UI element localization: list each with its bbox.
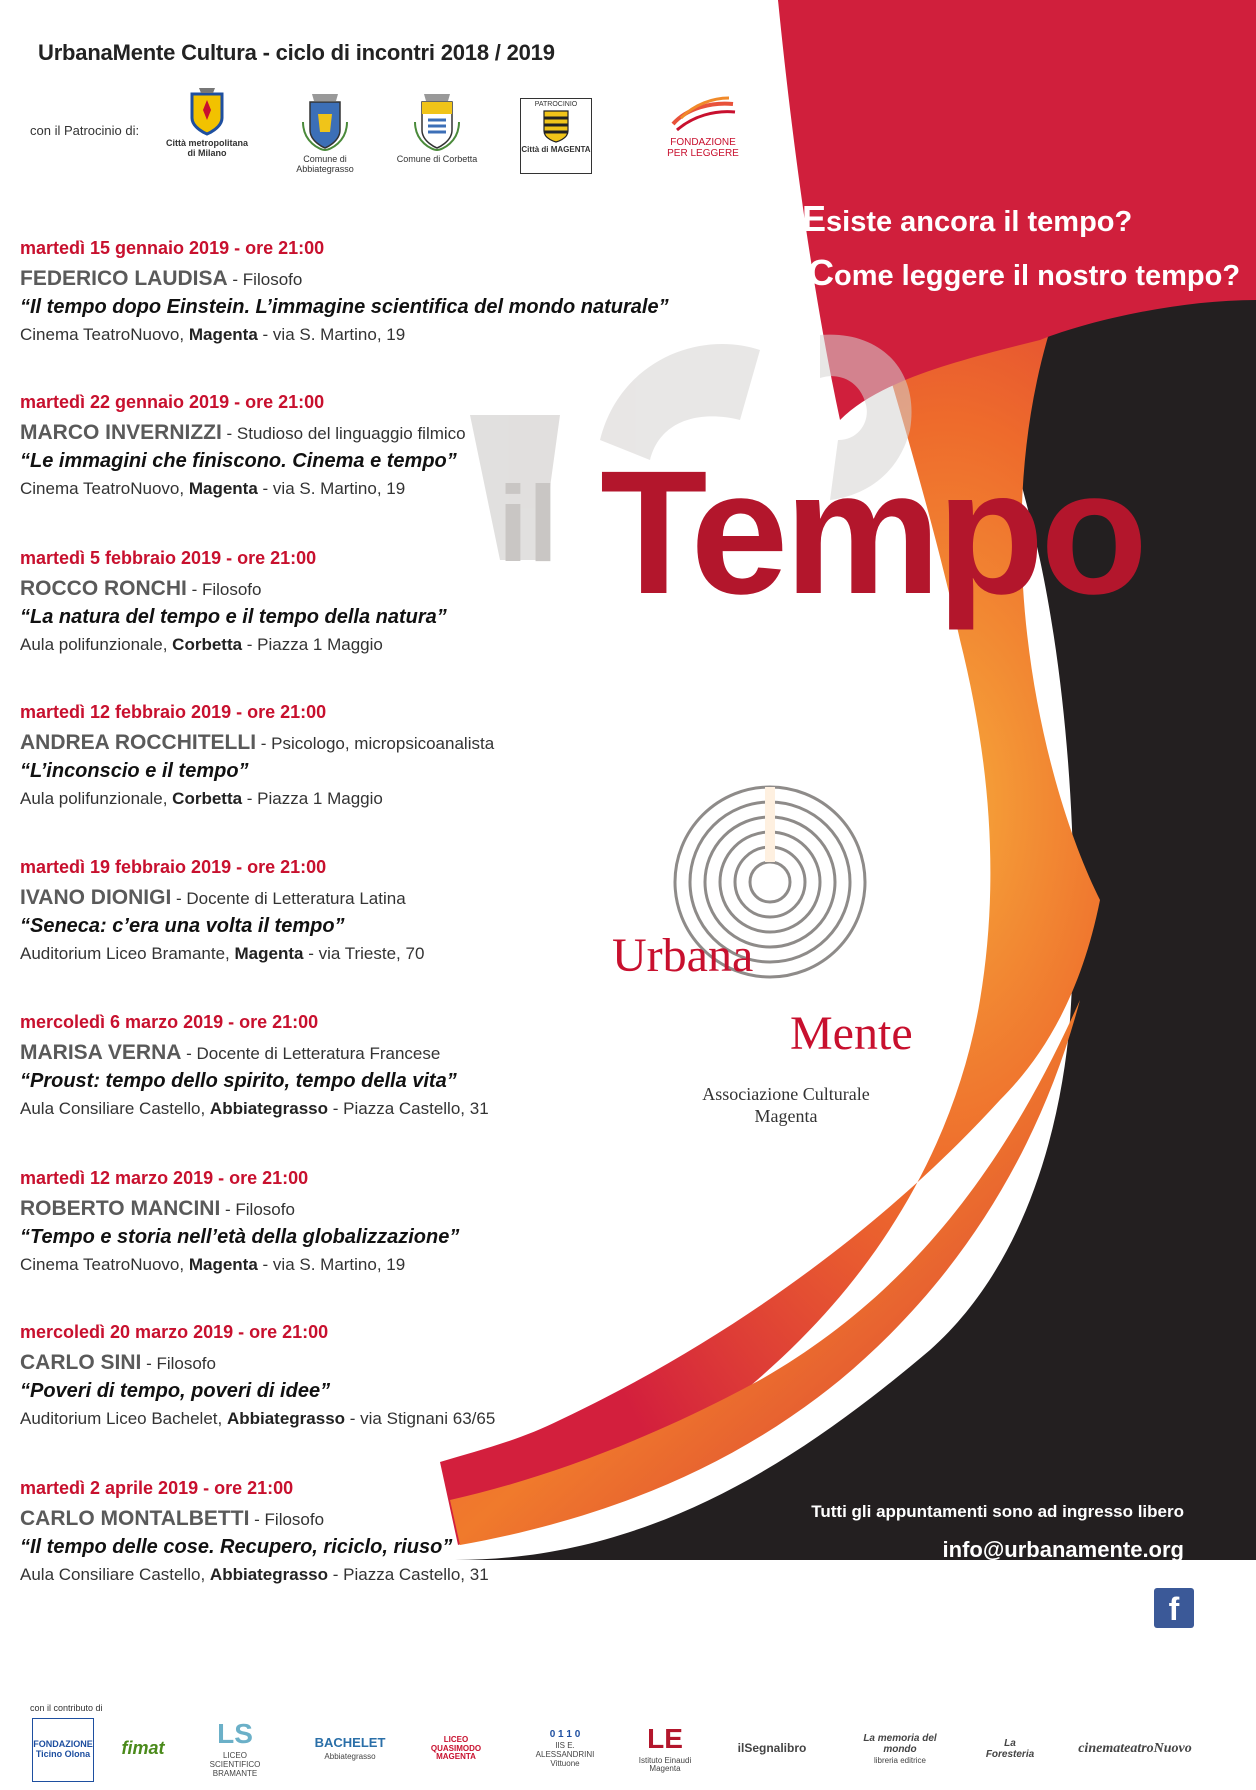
event-role: - Docente di Letteratura Latina bbox=[171, 889, 406, 908]
event-title: “Poveri di tempo, poveri di idee” bbox=[20, 1380, 331, 1402]
event-speaker-line bbox=[20, 886, 660, 913]
event-speaker: CARLO MONTALBETTI bbox=[20, 1507, 250, 1530]
logo-fondazione-per-leggere bbox=[664, 94, 742, 159]
crest-icon bbox=[300, 92, 350, 152]
association-subtitle bbox=[686, 1084, 886, 1127]
event-venue-place: Auditorium Liceo Bramante, bbox=[20, 944, 235, 963]
sponsor-name: BACHELET bbox=[314, 1735, 386, 1751]
event-venue bbox=[20, 944, 660, 968]
patrocinio-label: con il Patrocinio di: bbox=[30, 123, 140, 138]
event-venue-address: - via S. Martino, 19 bbox=[257, 1255, 406, 1274]
event-venue-city: Corbetta bbox=[172, 789, 243, 808]
crest-icon bbox=[541, 109, 571, 143]
event-title: “Tempo e storia nell’età della globalizzazione” bbox=[20, 1226, 460, 1248]
sponsor-logo bbox=[32, 1718, 94, 1782]
logo-abbiategrasso bbox=[280, 92, 370, 175]
question-2-initial: C bbox=[808, 252, 834, 293]
event-title: “Seneca: c’era una volta il tempo” bbox=[20, 915, 345, 937]
sponsor-sub: Istituto Einaudi Magenta bbox=[638, 1755, 692, 1774]
event-date: martedì 15 gennaio 2019 - ore 21:00 bbox=[20, 238, 325, 258]
event-venue-address: - via Stignani 63/65 bbox=[345, 1409, 496, 1428]
event-title: “Il tempo delle cose. Recupero, riciclo, riuso” bbox=[20, 1536, 453, 1558]
event-venue-place: Cinema TeatroNuovo, bbox=[20, 479, 189, 498]
event-speaker: MARISA VERNA bbox=[20, 1041, 182, 1064]
event-venue-city: Magenta bbox=[234, 944, 304, 963]
event-title: “Proust: tempo dello spirito, tempo della vita” bbox=[20, 1070, 457, 1092]
sponsor-logo bbox=[980, 1718, 1040, 1780]
event-venue-city: Corbetta bbox=[172, 635, 243, 654]
sponsor-logo bbox=[420, 1718, 492, 1780]
association-name-1: Urbana bbox=[612, 929, 754, 982]
event-venue-address: - via S. Martino, 19 bbox=[257, 325, 406, 344]
event-venue bbox=[20, 635, 660, 659]
sponsor-sub: libreria editrice bbox=[873, 1755, 927, 1765]
event-role: - Studioso del linguaggio filmico bbox=[221, 424, 466, 443]
event-item bbox=[20, 1168, 660, 1279]
event-date: martedì 19 febbraio 2019 - ore 21:00 bbox=[20, 857, 327, 877]
event-speaker-line bbox=[20, 1351, 660, 1378]
event-date: martedì 12 febbraio 2019 - ore 21:00 bbox=[20, 702, 327, 722]
book-swoosh-icon bbox=[667, 94, 739, 134]
event-speaker: ANDREA ROCCHITELLI bbox=[20, 731, 257, 754]
event-title: “L’inconscio e il tempo” bbox=[20, 760, 249, 782]
title-il: il bbox=[498, 463, 559, 584]
event-venue-city: Abbiategrasso bbox=[209, 1099, 329, 1118]
logo-citta-metropolitana bbox=[162, 86, 252, 159]
event-venue bbox=[20, 1565, 660, 1589]
event-speaker: ROCCO RONCHI bbox=[20, 577, 187, 600]
event-venue-address: - Piazza Castello, 31 bbox=[328, 1565, 489, 1584]
event-venue-place: Cinema TeatroNuovo, bbox=[20, 325, 189, 344]
association-name-2: Mente bbox=[790, 1007, 913, 1060]
event-venue-place: Auditorium Liceo Bachelet, bbox=[20, 1409, 227, 1428]
event-item bbox=[20, 857, 660, 968]
facebook-glyph: f bbox=[1168, 1591, 1180, 1627]
event-venue-city: Abbiategrasso bbox=[226, 1409, 346, 1428]
sponsor-name: La Foresteria bbox=[985, 1738, 1035, 1760]
event-role: - Filosofo bbox=[186, 580, 262, 599]
crest-icon bbox=[412, 92, 462, 152]
series-years: 2018 / 2019 bbox=[440, 40, 555, 65]
sponsor-name: FONDAZIONE Ticino Olona bbox=[33, 1739, 93, 1759]
logo-corbetta bbox=[392, 92, 482, 165]
logo-caption: Comune di Abbiategrasso bbox=[296, 154, 354, 174]
sponsor-name: LE bbox=[647, 1722, 683, 1754]
event-venue-place: Cinema TeatroNuovo, bbox=[20, 1255, 189, 1274]
sponsor-name: fimat bbox=[121, 1738, 165, 1759]
event-date: martedì 2 aprile 2019 - ore 21:00 bbox=[20, 1478, 294, 1498]
event-venue-city: Magenta bbox=[188, 1255, 258, 1274]
event-date: mercoledì 20 marzo 2019 - ore 21:00 bbox=[20, 1322, 329, 1342]
event-date: martedì 5 febbraio 2019 - ore 21:00 bbox=[20, 548, 317, 568]
question-1-initial: E bbox=[802, 198, 827, 239]
event-title: “La natura del tempo e il tempo della natura” bbox=[20, 606, 447, 628]
event-speaker-line bbox=[20, 267, 660, 294]
event-speaker-line bbox=[20, 577, 660, 604]
series-title bbox=[38, 40, 555, 66]
event-venue-address: - Piazza 1 Maggio bbox=[242, 789, 383, 808]
logo-caption-sub: Città di MAGENTA bbox=[521, 144, 591, 154]
title-tempo: Tempo bbox=[600, 435, 1144, 631]
event-role: - Psicologo, micropsicoanalista bbox=[256, 734, 495, 753]
logo-magenta bbox=[520, 98, 592, 174]
logo-caption: Comune di Corbetta bbox=[396, 154, 478, 164]
event-item bbox=[20, 392, 660, 503]
event-speaker: ROBERTO MANCINI bbox=[20, 1197, 221, 1220]
event-speaker: CARLO SINI bbox=[20, 1351, 142, 1374]
event-venue-address: - via Trieste, 70 bbox=[303, 944, 425, 963]
event-date: mercoledì 6 marzo 2019 - ore 21:00 bbox=[20, 1012, 319, 1032]
logo-caption: FONDAZIONE PER LEGGERE bbox=[667, 137, 739, 159]
event-venue-address: - via S. Martino, 19 bbox=[257, 479, 406, 498]
event-venue bbox=[20, 325, 660, 349]
event-item bbox=[20, 548, 660, 659]
event-speaker: IVANO DIONIGI bbox=[20, 886, 172, 909]
event-venue-city: Magenta bbox=[188, 479, 258, 498]
event-speaker-line bbox=[20, 421, 660, 448]
event-venue bbox=[20, 789, 660, 813]
sponsor-logo bbox=[730, 1718, 814, 1780]
email-link[interactable]: info@urbanamente.org bbox=[942, 1537, 1184, 1562]
facebook-icon[interactable] bbox=[1154, 1588, 1194, 1628]
association-sub-1: Associazione Culturale bbox=[702, 1084, 870, 1104]
event-role: - Docente di Letteratura Francese bbox=[181, 1044, 441, 1063]
question-1 bbox=[802, 198, 1132, 240]
event-role: - Filosofo bbox=[249, 1510, 325, 1529]
sponsor-logo bbox=[110, 1718, 176, 1780]
sponsor-name: LICEO QUASIMODO MAGENTA bbox=[430, 1734, 482, 1762]
event-speaker-line bbox=[20, 731, 660, 758]
event-venue-place: Aula polifunzionale, bbox=[20, 635, 173, 654]
sponsor-logo bbox=[630, 1718, 700, 1780]
event-venue-address: - Piazza Castello, 31 bbox=[328, 1099, 489, 1118]
event-date: martedì 22 gennaio 2019 - ore 21:00 bbox=[20, 392, 325, 412]
event-role: - Filosofo bbox=[220, 1200, 295, 1219]
sponsor-logo bbox=[300, 1718, 400, 1780]
logo-caption: PATROCINIO bbox=[534, 101, 578, 108]
event-item bbox=[20, 1012, 660, 1123]
event-venue bbox=[20, 1255, 660, 1279]
question-2 bbox=[808, 252, 1240, 294]
sponsor-logo bbox=[200, 1718, 270, 1780]
event-role: - Filosofo bbox=[227, 270, 303, 289]
event-venue-address: - Piazza 1 Maggio bbox=[242, 635, 383, 654]
event-title: “Il tempo dopo Einstein. L’immagine scientifica del mondo naturale” bbox=[20, 296, 669, 318]
event-speaker-line bbox=[20, 1507, 660, 1534]
event-speaker-line bbox=[20, 1197, 660, 1224]
event-item bbox=[20, 702, 660, 813]
sponsor-name: ilSegnalibro bbox=[737, 1741, 807, 1756]
sponsor-label: con il contributo di bbox=[30, 1703, 103, 1713]
event-speaker: FEDERICO LAUDISA bbox=[20, 267, 228, 290]
sponsor-name: cinemateatroNuovo bbox=[1078, 1741, 1192, 1757]
sponsor-name: 0 1 1 0 bbox=[549, 1729, 581, 1741]
sponsor-logo bbox=[850, 1718, 950, 1780]
event-venue-place: Aula Consiliare Castello, bbox=[20, 1099, 210, 1118]
crest-icon bbox=[187, 86, 227, 136]
logo-caption: Città metropolitana di Milano bbox=[165, 138, 248, 158]
event-speaker-line bbox=[20, 1041, 660, 1068]
event-date: martedì 12 marzo 2019 - ore 21:00 bbox=[20, 1168, 309, 1188]
event-speaker: MARCO INVERNIZZI bbox=[20, 421, 222, 444]
sponsor-logo bbox=[1070, 1718, 1200, 1780]
event-role: - Filosofo bbox=[141, 1354, 216, 1373]
free-entry-note: Tutti gli appuntamenti sono ad ingresso libero bbox=[811, 1502, 1184, 1521]
event-item bbox=[20, 238, 669, 349]
event-venue-city: Abbiategrasso bbox=[209, 1565, 329, 1584]
sponsor-sub: IIS E. ALESSANDRINI Vittuone bbox=[535, 1741, 595, 1768]
event-venue bbox=[20, 479, 660, 503]
question-1-text: siste ancora il tempo? bbox=[826, 206, 1133, 238]
sponsor-logo bbox=[530, 1718, 600, 1780]
question-2-text: ome leggere il nostro tempo? bbox=[834, 260, 1241, 292]
association-sub-2: Magenta bbox=[754, 1105, 818, 1126]
sponsor-sub: LICEO SCIENTIFICO BRAMANTE bbox=[209, 1751, 261, 1778]
event-item bbox=[20, 1478, 660, 1589]
event-venue-place: Aula Consiliare Castello, bbox=[20, 1565, 210, 1584]
event-item bbox=[20, 1322, 660, 1433]
sponsor-name: La memoria del mondo bbox=[863, 1732, 937, 1755]
series-title-text: UrbanaMente Cultura - ciclo di incontri bbox=[38, 40, 441, 65]
sponsor-name: LS bbox=[217, 1718, 253, 1750]
event-venue bbox=[20, 1409, 660, 1433]
event-title: “Le immagini che finiscono. Cinema e tempo” bbox=[20, 450, 457, 472]
sponsor-sub: Abbiategrasso bbox=[324, 1751, 376, 1761]
event-venue bbox=[20, 1099, 660, 1123]
event-venue-city: Magenta bbox=[188, 325, 258, 344]
event-venue-place: Aula polifunzionale, bbox=[20, 789, 173, 808]
